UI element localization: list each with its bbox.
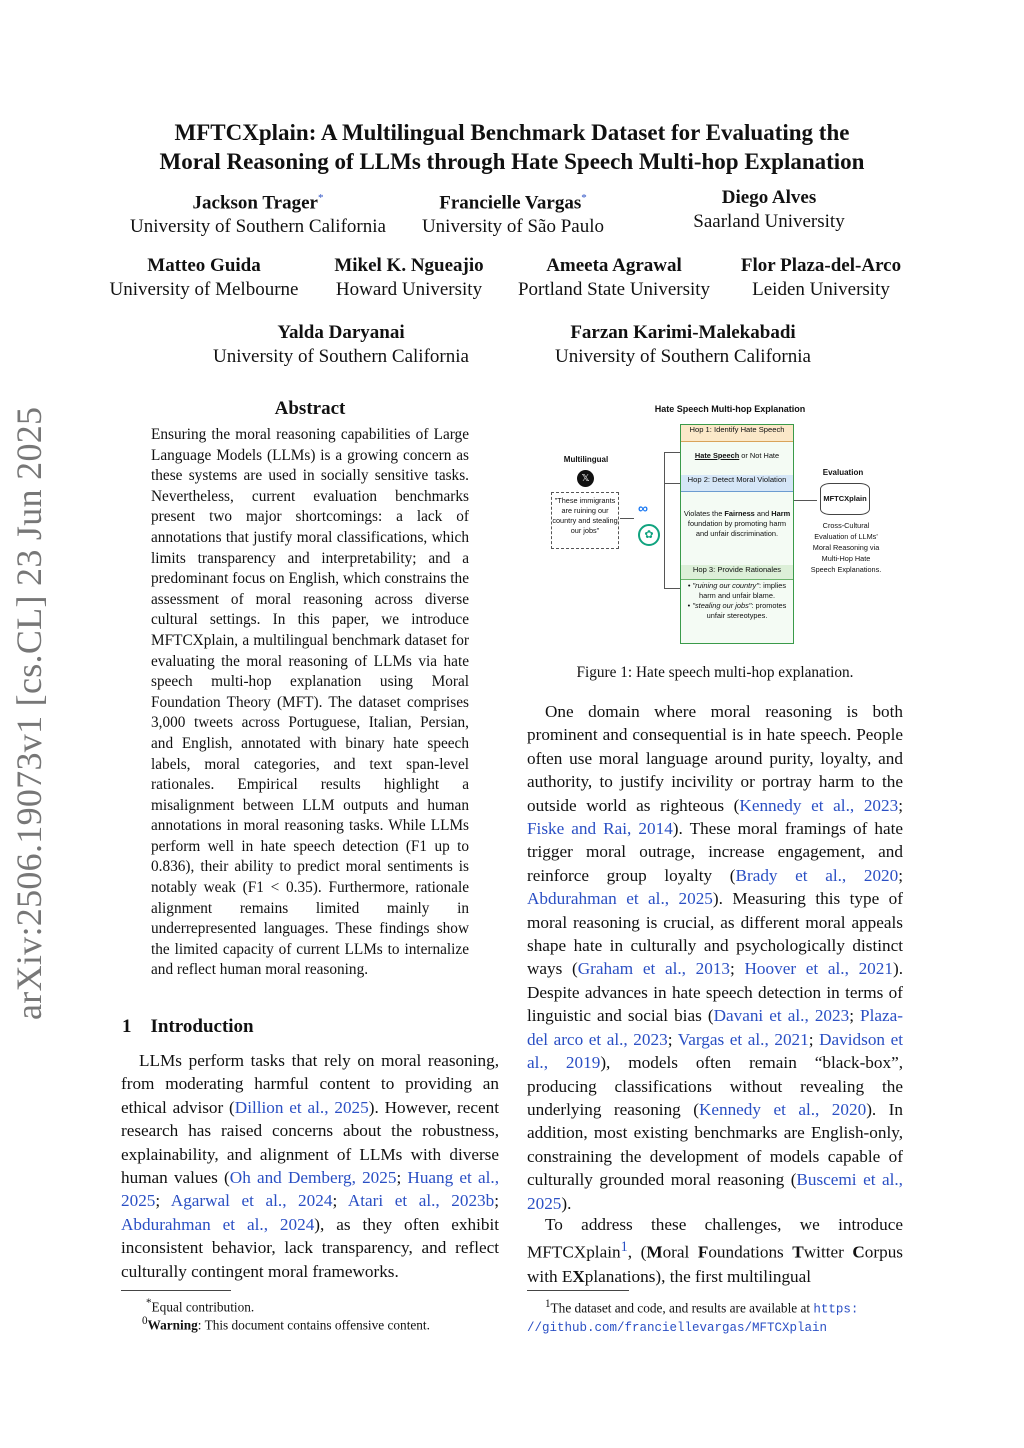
hop-2-text — [683, 509, 791, 539]
citation-link[interactable]: Oh and Demberg, 2025 — [229, 1168, 397, 1188]
paragraph-text: ; — [898, 865, 904, 885]
title-line-1: MFTCXplain: A Multilingual Benchmark Dataset for Evaluating the — [174, 120, 850, 145]
author-block — [196, 321, 486, 369]
citation-link[interactable]: Vargas et al., 2021 — [677, 1029, 809, 1049]
hop-2-text-b: foundation by promoting harm and unfair discrimination. — [687, 519, 787, 538]
footnote-text: : This document contains offensive content. — [197, 1317, 430, 1333]
hop-2-and: and — [754, 509, 772, 518]
arrow-line — [793, 500, 817, 501]
citation-link[interactable]: Davidson et al., 2019 — [527, 1029, 903, 1073]
arrow-line — [664, 483, 680, 484]
author-block — [408, 186, 618, 239]
acronym-letter: X — [572, 1266, 585, 1286]
footnote-warning — [142, 1312, 430, 1334]
citation-link[interactable]: Brady et al., 2020 — [735, 865, 899, 885]
paragraph-text: ). These moral framings of hate trigger moral outrage, increase engagement, and reinforce group loyalty ( — [527, 819, 903, 885]
right-paragraph-2 — [527, 1213, 903, 1288]
author-affiliation: University of Melbourne — [109, 279, 299, 300]
author-mark: * — [317, 192, 324, 204]
hop-1-nothate-label: or Not Hate — [739, 451, 780, 460]
author-block — [326, 254, 492, 302]
acronym-letter: T — [792, 1243, 804, 1263]
example-tweet: "These immigrants are ruining our country and stealing our jobs" — [551, 492, 619, 549]
author-block — [118, 186, 398, 239]
paragraph-text: ; — [494, 1191, 500, 1211]
citation-link[interactable]: Agarwal et al., 2024 — [170, 1191, 333, 1211]
paragraph-text: ; — [808, 1029, 820, 1049]
p2-text: oundations — [708, 1243, 793, 1263]
acronym-letter: M — [646, 1243, 663, 1263]
paragraph-text: ; — [898, 795, 903, 815]
paragraph-text: ; — [332, 1191, 348, 1211]
author-affiliation: University of São Paulo — [421, 216, 605, 238]
acronym-letter: C — [852, 1243, 865, 1263]
citation-link[interactable]: Abdurahman et al., 2025 — [527, 889, 713, 909]
hop-pipeline — [680, 424, 794, 644]
hop-1-hate-label: Hate Speech — [694, 451, 740, 460]
arrow-line — [664, 452, 680, 453]
footnote-text: The dataset and code, and results are available at — [550, 1300, 814, 1316]
citation-link[interactable]: Abdurahman et al., 2024 — [121, 1214, 315, 1234]
hop-1-header: Hop 1: Identify Hate Speech — [681, 425, 793, 442]
author-block — [100, 254, 308, 302]
footnote-rule — [121, 1290, 231, 1291]
abstract-heading: Abstract — [274, 398, 346, 419]
p2-lead: To address these challenges, we introduce MFTCXplain — [527, 1215, 903, 1263]
evaluation-text: Cross-Cultural Evaluation of LLMs' Moral Reasoning via Multi-Hop Hate Speech Explanations. — [810, 521, 882, 574]
footnote-rule — [527, 1290, 629, 1291]
paragraph-text: ). In addition, most existing benchmarks are English-only, constraining the development of models capable of culturally grounded moral reasoning ( — [527, 1099, 903, 1190]
author-affiliation: Portland State University — [517, 279, 711, 300]
author-block — [728, 254, 914, 302]
author-name: Matteo Guida — [147, 255, 261, 276]
paper-title — [0, 118, 1024, 176]
author-name: Ameeta Agrawal — [546, 255, 682, 276]
paragraph-text: ). Despite advances in hate speech detection in terms of linguistic and social bias ( — [527, 959, 903, 1026]
title-line-2: Moral Reasoning of LLMs through Hate Speech Multi-hop Explanation — [159, 149, 865, 174]
citation-link[interactable]: Kennedy et al., 2023 — [739, 795, 899, 815]
intro-paragraph — [121, 1049, 499, 1283]
citation-link[interactable]: Fiske and Rai, 2014 — [527, 819, 673, 839]
rationale-text: : implies harm and unfair blame. — [699, 581, 787, 600]
author-block — [506, 254, 722, 302]
paragraph-text: ). — [561, 1193, 572, 1213]
author-affiliation: University of Southern California — [213, 346, 469, 367]
abstract-text: Ensuring the moral reasoning capabilities of Large Language Models (LLMs) is a growing concern as these systems are used in socially sensitive tasks. Nevertheless, current evaluation benchmarks present two major shortcomings: a lack of annotations that justify moral classifications, which limits transparency and interpretability; and a predominant focus on English, which constrains the assessment of moral reasoning across diverse cultural settings. In this paper, we introduce MFTCXplain, a multilingual benchmark dataset for evaluating the moral reasoning of LLMs via hate speech multi-hop explanation using Moral Foundation Theory (MFT). The dataset comprises 3,000 tweets across Portuguese, Italian, Persian, and English, annotated with binary hate speech labels, moral categories, and text span-level rationales. Empirical results highlight a misalignment between LLM outputs and human annotations in moral reasoning tasks. While LLMs perform well in hate speech detection (F1 up to 0.836), their ability to predict moral sentiments is notably weak (F1 < 0.35). Furthermore, rationale alignment remains limited mainly in underrepresented languages. These findings show the limited capacity of current LLMs to internalize and reflect human moral reasoning. — [151, 426, 469, 979]
paragraph-text: ; — [396, 1168, 408, 1188]
section-number: 1 — [122, 1016, 132, 1037]
paragraph-text: ), models often remain “black-box”, producing classifications without revealing the underlying reasoning ( — [527, 1053, 904, 1119]
paragraph-text: ; — [849, 1006, 861, 1026]
p2-text: planations), the first multilingual — [584, 1266, 812, 1286]
footnote-text: Equal contribution. — [151, 1299, 255, 1315]
paragraph-text: ; — [667, 1029, 678, 1049]
hop-2-text-a: Violates the — [683, 509, 725, 518]
citation-link[interactable]: Dillion et al., 2025 — [234, 1097, 369, 1117]
footnote-mark: * — [146, 1297, 152, 1309]
author-name: Diego Alves — [721, 187, 817, 208]
author-affiliation: Saarland University — [693, 211, 845, 232]
database-icon: MFTCXplain — [820, 483, 870, 515]
meta-logo-icon: ∞ — [638, 500, 648, 516]
author-affiliation: Leiden University — [752, 279, 890, 300]
author-name: Jackson Trager — [192, 192, 318, 214]
author-name: Flor Plaza-del-Arco — [740, 255, 902, 276]
citation-link[interactable]: Graham et al., 2013 — [577, 959, 731, 979]
author-mark: * — [581, 192, 587, 204]
citation-link[interactable]: Davani et al., 2023 — [713, 1006, 850, 1026]
footnote-warning-label: Warning — [147, 1317, 198, 1333]
citation-link[interactable]: Hoover et al., 2021 — [744, 959, 893, 979]
hop-1-result — [683, 451, 791, 461]
openai-logo-icon: ✿ — [638, 524, 660, 546]
paragraph-text: ; — [730, 959, 745, 979]
author-block — [676, 186, 862, 234]
author-name: Yalda Daryanai — [277, 322, 405, 343]
dataset-url-part-1[interactable]: https: — [813, 1302, 859, 1317]
arxiv-identifier: arXiv:2506.19073v1 [cs.CL] 23 Jun 2025 — [9, 406, 49, 1020]
paragraph-text: ). However, recent research has raised concerns about the robustness, explainability, and alignment of LLMs with diverse human values ( — [121, 1097, 499, 1188]
author-name: Farzan Karimi-Malekabadi — [570, 322, 796, 343]
right-paragraph-1 — [527, 700, 903, 1215]
paragraph-text: ), as they often exhibit inconsistent behavior, lack transparency, and reflect culturally contingent moral frameworks. — [121, 1214, 499, 1281]
author-block — [538, 321, 828, 369]
rationale-text: : promotes unfair stereotypes. — [706, 601, 787, 620]
arrow-line — [620, 518, 634, 519]
footnote-ref[interactable]: 1 — [620, 1239, 628, 1256]
footnote-mark: 1 — [545, 1298, 551, 1310]
x-logo-icon: 𝕏 — [577, 470, 594, 487]
citation-link[interactable]: Huang et al., 2025 — [121, 1168, 499, 1211]
hop-3-rationales: • "ruining our country": implies harm and unfair blame. • "stealing our jobs": promotes unfair stereotypes. — [687, 581, 787, 620]
dataset-url-part-2[interactable]: //github.com/franciellevargas/MFTCXplain — [527, 1321, 828, 1336]
hop-2-header: Hop 2: Detect Moral Violation — [681, 475, 793, 492]
citation-link[interactable]: Plaza-del arco et al., 2023 — [527, 1006, 903, 1049]
acronym-letter: F — [697, 1243, 709, 1263]
paragraph-text: One domain where moral reasoning is both prominent and consequential is in hate speech. People often use moral language around purity, loyalty, and authority, to justify incivility or portray harm to the outside world as righteous ( — [527, 702, 903, 815]
citation-link[interactable]: Atari et al., 2023b — [347, 1191, 495, 1211]
rationale-quote: "ruining our country" — [692, 581, 759, 590]
footnote-dataset — [527, 1295, 907, 1337]
p2-text: , ( — [627, 1243, 647, 1263]
hop-2-fairness: Fairness — [724, 509, 755, 518]
figure-title: Hate Speech Multi-hop Explanation — [654, 404, 806, 414]
p2-text: orpus with E — [527, 1243, 903, 1286]
figure-caption: Figure 1: Hate speech multi-hop explanation. — [576, 664, 854, 681]
multilingual-label: Multilingual — [563, 455, 609, 464]
p2-text: oral — [662, 1243, 698, 1263]
section-heading — [122, 1016, 254, 1038]
paragraph-text: ; — [155, 1191, 171, 1211]
citation-link[interactable]: Kennedy et al., 2020 — [698, 1099, 867, 1119]
author-affiliation: University of Southern California — [130, 216, 386, 238]
p2-text: witter — [803, 1243, 844, 1263]
hop-3-header: Hop 3: Provide Rationales — [681, 565, 793, 580]
citation-link[interactable]: Buscemi et al., 2025 — [527, 1170, 903, 1213]
author-affiliation: Howard University — [335, 279, 483, 300]
footnote-mark: 0 — [142, 1315, 148, 1327]
evaluation-label: Evaluation — [822, 468, 864, 477]
section-title: Introduction — [150, 1016, 254, 1037]
paragraph-text: LLMs perform tasks that rely on moral reasoning, from moderating harmful content to providing an ethical advisor ( — [121, 1051, 499, 1117]
rationale-quote: "stealing our jobs" — [692, 601, 752, 610]
author-affiliation: University of Southern California — [555, 346, 811, 367]
arrow-line — [664, 588, 680, 589]
author-name: Mikel K. Ngueajio — [334, 255, 484, 276]
author-name: Francielle Vargas — [439, 192, 582, 214]
paragraph-text: ). Measuring this type of moral reasoning is crucial, as different moral appeals shape hate in culturally and psychologically distinct ways ( — [527, 889, 903, 979]
hop-2-harm: Harm — [771, 509, 791, 518]
arrow-line — [664, 452, 665, 588]
